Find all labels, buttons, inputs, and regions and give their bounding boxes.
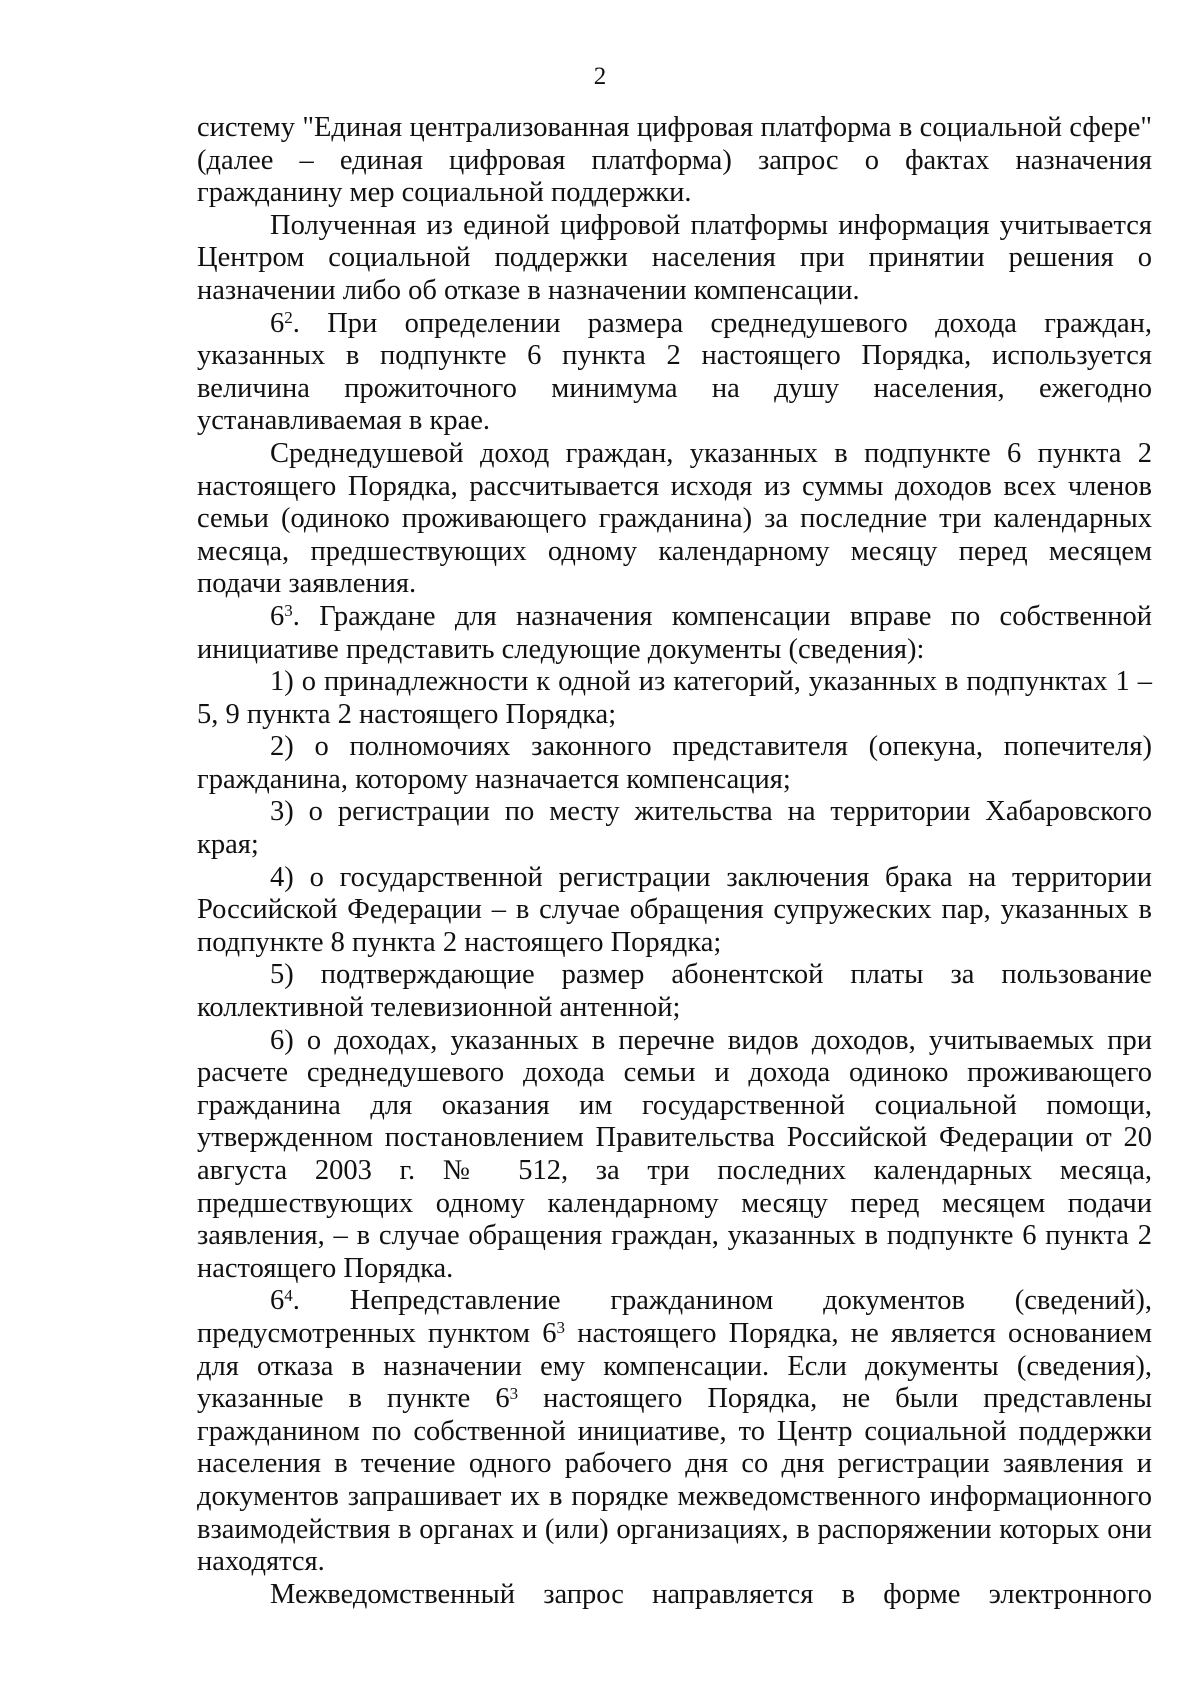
list-item-6: 6) о доходах, указанных в перечне видов доходов, учитываемых при расчете среднедушевого дохода семьи и дохода одиноко проживающего гражданина для оказания им государственной социальной помощи, утвержденном постановлением Правительства Российской Федерации от 20 августа 2003 г. № 512, за три последних календарных месяца, предшествующих одному календарному месяцу перед месяцем подачи заявления, – в случае обращения граждан, указанных в подпункте 6 пункта 2 настоящего Порядка. [197, 1024, 1152, 1284]
clause-6-3 [197, 601, 1152, 666]
clause-number: 6 [270, 600, 285, 632]
clause-text: Граждане для назначения компенсации вправе по собственной инициативе представить следующие документы (сведения): [197, 600, 1153, 665]
reference-superscript: 3 [509, 1383, 519, 1403]
list-item-2: 2) о полномочиях законного представителя (опекуна, попечителя) гражданина, которому назначается компенсация; [197, 731, 1152, 795]
paragraph-average-income: Среднедушевой доход граждан, указанных в подпункте 6 пункта 2 настоящего Порядка, рассчитывается исходя из суммы доходов всех членов семьи (одиноко проживающего гражданина) за последние три календарных месяца, предшествующих одному календарному месяцу перед месяцем подачи заявления. [197, 437, 1152, 600]
reference-superscript: 3 [556, 1318, 565, 1338]
clause-superscript: 4 [284, 1285, 293, 1305]
list-item-3: 3) о регистрации по месту жительства на территории Хабаровского края; [197, 796, 1152, 861]
paragraph-platform-info: Полученная из единой цифровой платформы информация учитывается Центром социальной поддержки населения при принятии решения о назначении либо об отказе в назначении компенсации. [197, 209, 1152, 306]
clause-dot: . [292, 600, 320, 632]
paragraph-interagency-request: Межведомственный запрос направляется в форме электронного [270, 1578, 1152, 1610]
document-body [197, 112, 1152, 1611]
clause-superscript: 2 [284, 308, 293, 328]
list-item-1: 1) о принадлежности к одной из категорий, указанных в подпунктах 1 – 5, 9 пункта 2 настоящего Порядка; [197, 666, 1152, 730]
clause-6-4 [197, 1285, 1152, 1578]
clause-text-part-c: настоящего Порядка, не были представлены гражданином по собственной инициативе, то Центр социальной поддержки населения в течение одного рабочего дня со дня регистрации заявления и документов запрашивает их в порядке межведомственного информационного взаимодействия в органах и (или) организациях, в распоряжении которых они находятся. [197, 1383, 1152, 1578]
paragraph-continuation: системy "Единая централизованная цифровая платформа в социальной сфере" (далее – единая цифровая платформа) запрос о фактах назначения гражданину мер социальной поддержки. [197, 112, 1152, 209]
clause-dot: . [292, 1285, 350, 1317]
list-item-4: 4) о государственной регистрации заключения брака на территории Российской Федерации – в случае обращения супружеских пар, указанных в подпункте 8 пункта 2 настоящего Порядка; [197, 861, 1152, 958]
clause-text-part-a: Непредставление гражданином документов (сведений), предусмотренных пунктом 6 [197, 1285, 1153, 1349]
clause-number: 6 [270, 307, 285, 339]
clause-number: 6 [270, 1285, 285, 1317]
clause-dot: . [292, 307, 328, 339]
list-item-5: 5) подтверждающие размер абонентской платы за пользование коллективной телевизионной антенной; [197, 959, 1152, 1024]
clause-superscript: 3 [284, 601, 293, 621]
page-number: 2 [593, 63, 607, 90]
clause-text: При определении размера среднедушевого дохода граждан, указанных в подпункте 6 пункта 2 настоящего Порядка, используется величина прожиточного минимума на душу населения, ежегодно устанавливаемая в крае. [197, 307, 1153, 437]
clause-text-part-b: настоящего Порядка, не является основанием для отказа в назначении ему компенсации. Если документы (сведения), указанные в пункте 6 [197, 1317, 1152, 1415]
clause-6-2 [197, 308, 1152, 438]
